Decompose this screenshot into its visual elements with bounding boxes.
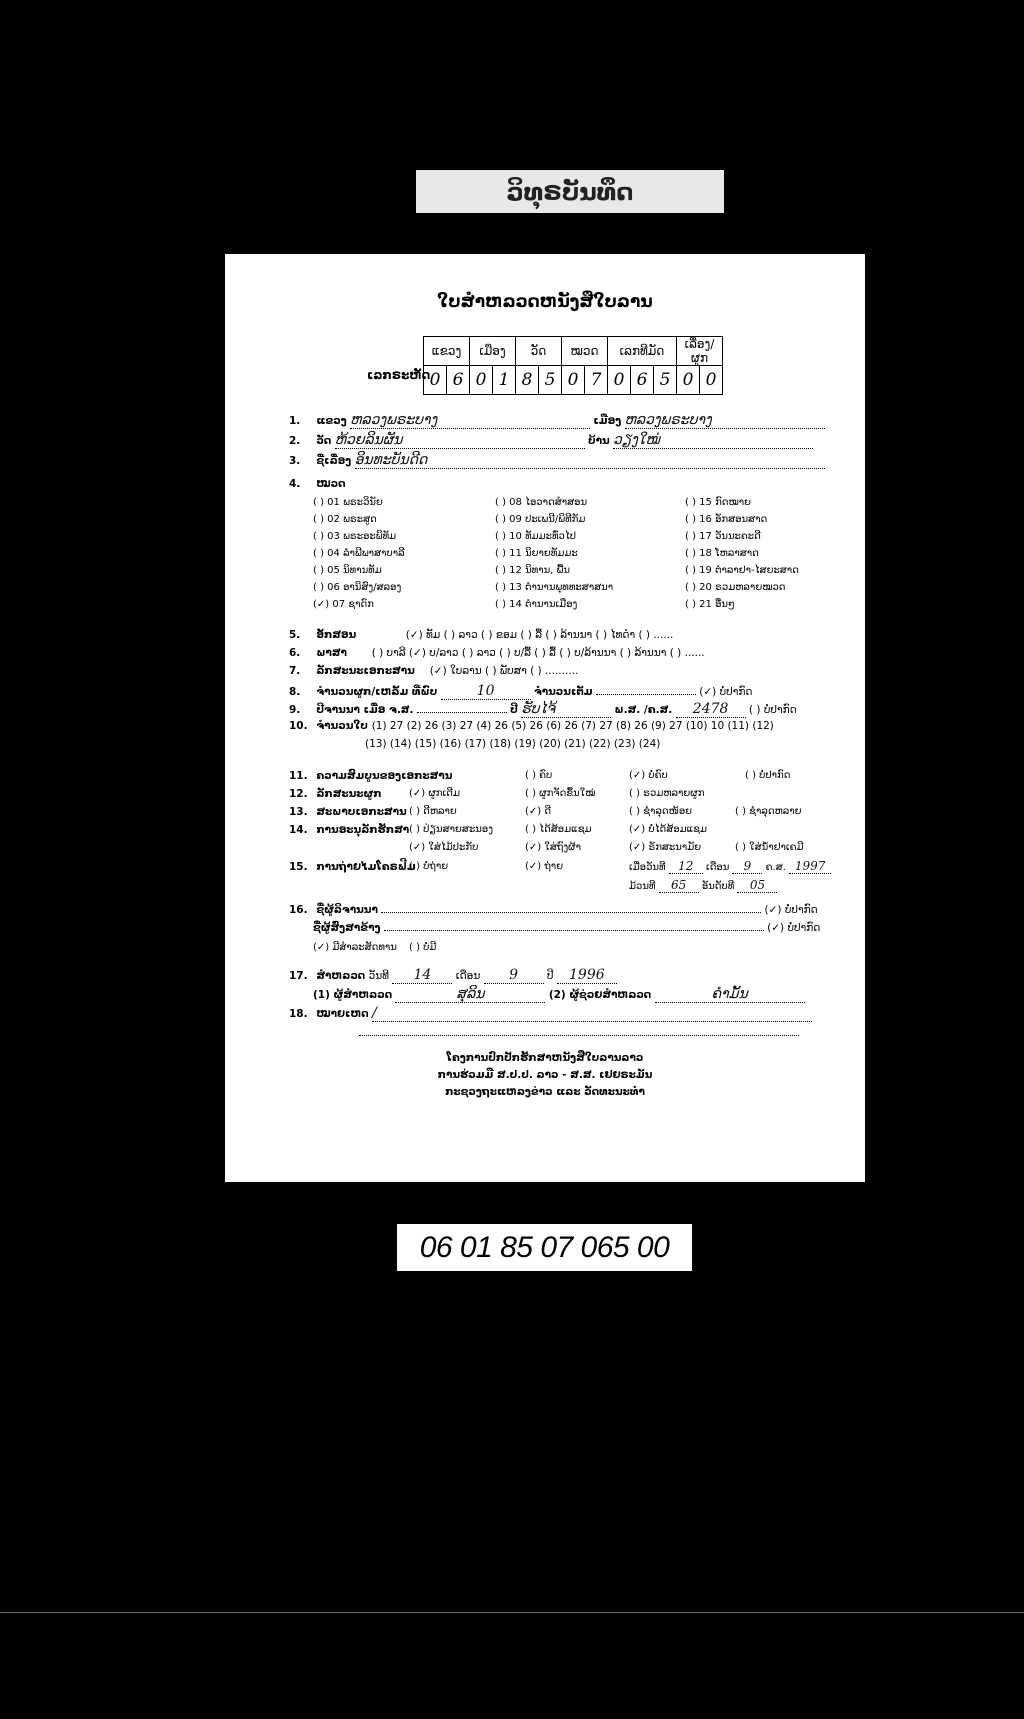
- code-digit: 6: [631, 366, 654, 395]
- fascicle-count-value: 10: [441, 683, 531, 700]
- fascicle-type-combined[interactable]: ( ) ຣວມຫລາຍຜູກ: [629, 788, 705, 799]
- scribe-not-shown[interactable]: (✓) ບໍ່ປາກົດ: [764, 904, 818, 916]
- date-not-shown[interactable]: ( ) ບໍ່ປາກົດ: [748, 704, 797, 716]
- row-scribe: [289, 904, 818, 916]
- code-label: ເລກຣະຫັດ: [367, 368, 431, 382]
- row-document-type: [289, 665, 578, 677]
- leaf-count-label: ຈໍານວນໃບ: [316, 720, 368, 732]
- roll-value: 65: [659, 878, 699, 893]
- sponsor-not-shown[interactable]: (✓) ບໍ່ປາກົດ: [767, 922, 821, 934]
- completeness-complete[interactable]: ( ) ຄົບ: [525, 770, 553, 781]
- temple-value: ຫ້ວຍລິນຜັນ: [335, 432, 585, 449]
- conservation-not-repaired[interactable]: (✓) ບໍ່ໄດ້ສ້ອມແຊມ: [629, 824, 708, 835]
- project-name: ໂຄງການປົກປັກຮັກສາຫນັງສືໃບລານລາວ: [446, 1052, 644, 1064]
- code-digit: 0: [700, 366, 723, 395]
- total-count-not-shown[interactable]: (✓) ບໍ່ປາກົດ: [699, 686, 753, 698]
- sponsor-label: ຊື່ຜູ້ສົ່ງສາຂ້າງ: [313, 922, 381, 934]
- document-type-options[interactable]: (✓) ໃບລານ ( ) ພັບສາ ( ) ..........: [429, 665, 579, 677]
- surveyor-value: ສຸລິນ: [395, 986, 545, 1003]
- condition-label: ສະພາບເອກະສານ: [316, 806, 407, 818]
- microfilm-date-label: ເມື່ອວັນທີ: [629, 862, 666, 873]
- fascicle-type-label: ລັກສະນະຜູກ: [316, 788, 382, 800]
- row-fascicle-count: [289, 683, 752, 700]
- row-survey: [289, 967, 617, 984]
- category-option[interactable]: ( ) 08 ໄອວາດສໍາສອນ: [495, 497, 588, 508]
- condition-slightly-damaged[interactable]: ( ) ຊໍາລຸດໜ້ອຍ: [629, 806, 693, 817]
- survey-day-label: ວັນທີ: [368, 970, 390, 982]
- scribe-label: ຊື່ຜູ້ລິຈານນາ: [316, 904, 378, 916]
- completeness-not-shown[interactable]: ( ) ບໍ່ປາກົດ: [745, 770, 791, 781]
- code-digit: 7: [585, 366, 608, 395]
- microfilm-label: ການຖ່າຍໄມໂຄຣຟີມ: [316, 861, 416, 873]
- code-digit: 8: [516, 366, 539, 395]
- category-option[interactable]: ( ) 12 ນິທານ, ພື້ນ: [495, 565, 570, 576]
- fascicle-type-original[interactable]: (✓) ຜູກເດີມ: [409, 788, 460, 799]
- row-number: 18.: [289, 1008, 308, 1020]
- district-label: ເມືອງ: [593, 415, 622, 427]
- row-number: 12.: [289, 788, 308, 800]
- row-surveyors: [313, 986, 805, 1003]
- conservation-wooden-covers[interactable]: (✓) ໃສ່ໄມ້ປະກັບ: [409, 842, 479, 853]
- code-digit: 0: [608, 366, 631, 395]
- category-option[interactable]: ( ) 17 ວັນນະຄະດີ: [685, 531, 761, 542]
- code-header: ໝວດ: [562, 337, 608, 366]
- document-type-label: ລັກສະນະເອກະສານ: [316, 665, 415, 677]
- surveyor-label: (1) ຜູ້ສໍາຫລວດ: [313, 989, 393, 1001]
- row-province: [289, 412, 825, 429]
- microfilm-month-value: 9: [732, 859, 762, 874]
- row-remarks: [289, 1005, 812, 1022]
- condition-good[interactable]: (✓) ດີ: [525, 806, 552, 817]
- category-option[interactable]: ( ) 14 ຕໍານານເມືອງ: [495, 599, 578, 610]
- reference-code-label: 06 01 85 07 065 00: [397, 1224, 692, 1271]
- year-label: ປີ: [510, 704, 518, 716]
- be-date-label: ພ.ສ. /ຄ.ສ.: [614, 704, 673, 716]
- code-digit: 1: [493, 366, 516, 395]
- conservation-chemicals[interactable]: ( ) ໃສ່ນໍ້າຢາເຄມີ: [735, 842, 804, 853]
- village-value: ວຽງໃໝ່: [613, 432, 813, 449]
- language-options[interactable]: ( ) ບາລີ (✓) ບ/ລາວ ( ) ລາວ ( ) ບ/ລື້ ( ) ລື້ ( ) ບ/ລ້ານນາ ( ) ລ້ານນາ ( ) ......: [371, 647, 705, 659]
- be-date-value: 2478: [676, 701, 746, 718]
- survey-year-label: ປີ: [546, 970, 554, 982]
- assistant-surveyor-value: ຄໍາມັ້ນ: [655, 986, 805, 1003]
- row-number: 9.: [289, 704, 301, 716]
- category-option[interactable]: ( ) 09 ປະເພນີ/ພິທີກັມ: [495, 514, 586, 525]
- code-header: ວັດ: [516, 337, 562, 366]
- total-count-label: ຈໍານວນເຕັມ: [533, 686, 593, 698]
- completeness-incomplete[interactable]: (✓) ບໍ່ຄົບ: [629, 770, 668, 781]
- microfilm-date: [629, 859, 831, 874]
- code-digit: 0: [424, 366, 447, 395]
- row-number: 11.: [289, 770, 308, 782]
- condition-heavily-damaged[interactable]: ( ) ຊໍາລຸດຫລາຍ: [735, 806, 802, 817]
- row-completeness: [289, 770, 452, 782]
- row-number: 8.: [289, 686, 301, 698]
- total-count-value: [596, 694, 696, 695]
- completeness-label: ຄວາມສົມບູນຂອງເອກະສານ: [316, 770, 453, 782]
- row-inscription-date: [289, 701, 797, 718]
- temple-label: ວັດ: [316, 435, 332, 447]
- row-microfilm: [289, 861, 416, 873]
- survey-form-page: [225, 254, 865, 1182]
- code-digit: 5: [539, 366, 562, 395]
- row-title: [289, 452, 825, 469]
- frame-label: ອັນດັບທີ: [701, 881, 735, 892]
- roll-label: ມ້ວນທີ: [629, 881, 656, 892]
- row-language: [289, 647, 705, 659]
- microfilm-month-label: ເດືອນ: [705, 862, 730, 873]
- row-category: [289, 478, 346, 490]
- category-option[interactable]: ( ) 21 ອື່ນໆ: [685, 599, 735, 610]
- category-option[interactable]: ( ) 16 ອັກສອນສາດ: [685, 514, 768, 525]
- village-label: ບ້ານ: [587, 435, 610, 447]
- leaf-count-line-2: (13) (14) (15) (16) (17) (18) (19) (20) (21) (22) (23) (24): [365, 738, 661, 750]
- row-number: 6.: [289, 647, 301, 659]
- category-option[interactable]: ( ) 06 ອານິສົງ/ສລອງ: [313, 582, 402, 593]
- row-number: 15.: [289, 861, 308, 873]
- microfilm-year-value: 1997: [789, 859, 831, 874]
- code-header: ເລກທີມັດ: [608, 337, 677, 366]
- category-label: ໝວດ: [316, 478, 346, 490]
- code-digit-row: [424, 366, 723, 395]
- fascicle-type-new[interactable]: ( ) ຜູກຈັດຂຶ້ນໃໝ່: [525, 788, 596, 799]
- row-number: 13.: [289, 806, 308, 818]
- manuscript-title-value: ອິນທະບັນດີດ: [355, 452, 825, 469]
- remarks-label: ໝາຍເຫດ: [316, 1008, 369, 1020]
- row-number: 10.: [289, 720, 308, 732]
- row-conservation: [289, 824, 409, 836]
- row-script: [289, 629, 673, 641]
- row-number: 1.: [289, 415, 301, 427]
- microfilm-day-value: 12: [669, 859, 703, 874]
- year-name-value: ຮັບໄຈ້: [521, 701, 611, 718]
- survey-month-label: ເດືອນ: [455, 970, 481, 982]
- remarks-value: /: [372, 1005, 812, 1022]
- cooperation-line: ການຮ່ວມມື ສ.ປ.ປ. ລາວ - ສ.ສ. ເຢຍຣະມັນ: [437, 1069, 653, 1081]
- category-option[interactable]: (✓) 07 ຊາດົກ: [313, 599, 374, 610]
- code-digit: 0: [677, 366, 700, 395]
- row-temple: [289, 432, 813, 449]
- script-options[interactable]: (✓) ທັມ ( ) ລາວ ( ) ຂອມ ( ) ລື້ ( ) ລ້ານນາ ( ) ໄທດໍາ ( ) ......: [405, 629, 674, 641]
- district-value: ຫລວງພຣະບາງ: [625, 412, 825, 429]
- category-option[interactable]: ( ) 01 ພຣະວິນັຍ: [313, 497, 383, 508]
- category-option[interactable]: ( ) 11 ນິຍາຍທັມມະ: [495, 548, 578, 559]
- category-option[interactable]: ( ) 18 ໂຫລາສາດ: [685, 548, 759, 559]
- survey-label: ສໍາຫລວດ: [316, 970, 366, 982]
- conservation-cloth-bag[interactable]: (✓) ໃສ່ຖົງຜ້າ: [525, 842, 581, 853]
- survey-year-value: 1996: [557, 967, 617, 984]
- category-option[interactable]: ( ) 19 ຕໍາລາຢາ-ໄສຍະສາດ: [685, 565, 799, 576]
- row-leaf-count: [289, 720, 774, 732]
- row-number: 4.: [289, 478, 301, 490]
- code-digit: 0: [562, 366, 585, 395]
- donation-no[interactable]: ( ) ບໍ່ມີ: [409, 942, 437, 953]
- province-label: ແຂວງ: [316, 415, 347, 427]
- language-label: ພາສາ: [316, 647, 347, 659]
- divider: [0, 1612, 1024, 1613]
- microfilm-year-label: ຄ.ສ.: [765, 862, 786, 873]
- donation-yes[interactable]: (✓) ມີສໍາລະສັດທານ: [313, 942, 397, 953]
- code-header-row: [424, 337, 723, 366]
- category-option[interactable]: ( ) 13 ຕໍານານພຸທທະສາສນາ: [495, 582, 614, 593]
- conservation-label: ການອະນຸລັກຮັກສາ: [316, 824, 410, 836]
- row-number: 5.: [289, 629, 301, 641]
- code-header: ເມືອງ: [470, 337, 516, 366]
- row-fascicle-type: [289, 788, 381, 800]
- row-number: 14.: [289, 824, 308, 836]
- code-digit: 6: [447, 366, 470, 395]
- conservation-cleaned[interactable]: (✓) ຣັກສະນາມັຍ: [629, 842, 702, 853]
- category-option[interactable]: ( ) 20 ຣວມຫລາຍໝວດ: [685, 582, 786, 593]
- fascicle-count-label: ຈໍານວນຜູກ/ເຫລັ້ມ ທີ່ພົບ: [316, 686, 438, 698]
- row-condition: [289, 806, 407, 818]
- category-option[interactable]: ( ) 10 ທັມມະທົ່ວໄປ: [495, 531, 577, 542]
- scribe-value: [381, 912, 761, 913]
- survey-day-value: 14: [392, 967, 452, 984]
- script-label: ອັກສອນ: [316, 629, 357, 641]
- row-number: 16.: [289, 904, 308, 916]
- microfilm-yes[interactable]: (✓) ຖ່າຍ: [525, 861, 564, 872]
- code-digit: 5: [654, 366, 677, 395]
- leaf-count-line-1: (1) 27 (2) 26 (3) 27 (4) 26 (5) 26 (6) 26 (7) 27 (8) 26 (9) 27 (10) 10 (11) (12): [371, 720, 774, 732]
- row-number: 7.: [289, 665, 301, 677]
- conservation-replace-string[interactable]: ( ) ປ່ຽນສາຍສະນອງ: [409, 824, 494, 835]
- row-number: 17.: [289, 970, 308, 982]
- category-option[interactable]: ( ) 15 ກົດໝາຍ: [685, 497, 752, 508]
- category-option[interactable]: ( ) 04 ລໍາພີພາສາບາລີ: [313, 548, 405, 559]
- code-header: ເລື່ອງ/ຜູກ: [677, 337, 723, 366]
- conservation-repaired[interactable]: ( ) ໄດ້ສ້ອມແຊມ: [525, 824, 592, 835]
- row-number: 2.: [289, 435, 301, 447]
- title-banner: ວິທຸຣບັນທຶດ: [416, 170, 724, 213]
- frame-value: 05: [737, 878, 777, 893]
- category-option[interactable]: ( ) 02 ພຣະສູດ: [313, 514, 377, 525]
- sponsor-value: [384, 930, 764, 931]
- microfilm-no[interactable]: ( ) ບໍ່ຖ່າຍ: [409, 861, 449, 872]
- form-title: ໃບສໍາຫລວດຫນັງສືໃບລານ: [437, 292, 653, 312]
- condition-very-good[interactable]: ( ) ດີຫລາຍ: [409, 806, 457, 817]
- row-number: 3.: [289, 455, 301, 467]
- code-table: [423, 336, 723, 395]
- microfilm-roll: [629, 878, 777, 893]
- remarks-line-2: [359, 1023, 799, 1036]
- survey-month-value: 9: [484, 967, 544, 984]
- manuscript-title-label: ຊື່ເລື່ອງ: [316, 455, 352, 467]
- assistant-surveyor-label: (2) ຜູ້ຊ່ວຍສໍາຫລວດ: [548, 989, 652, 1001]
- code-header: ແຂວງ: [424, 337, 470, 366]
- code-digit: 0: [470, 366, 493, 395]
- cs-date-value: [417, 712, 507, 713]
- category-option[interactable]: ( ) 05 ນິທານທັມ: [313, 565, 382, 576]
- category-option[interactable]: ( ) 03 ພຣະອະພິທັມ: [313, 531, 397, 542]
- ministry-line: ກະຊວງຖະແຫລງຂ່າວ ແລະ ວັດທະນະທໍາ: [445, 1086, 645, 1098]
- cs-date-label: ປີຈານນາ ເມື່ອ ຈ.ສ.: [316, 704, 414, 716]
- province-value: ຫລວງພຣະບາງ: [350, 412, 590, 429]
- row-sponsor: [313, 922, 820, 934]
